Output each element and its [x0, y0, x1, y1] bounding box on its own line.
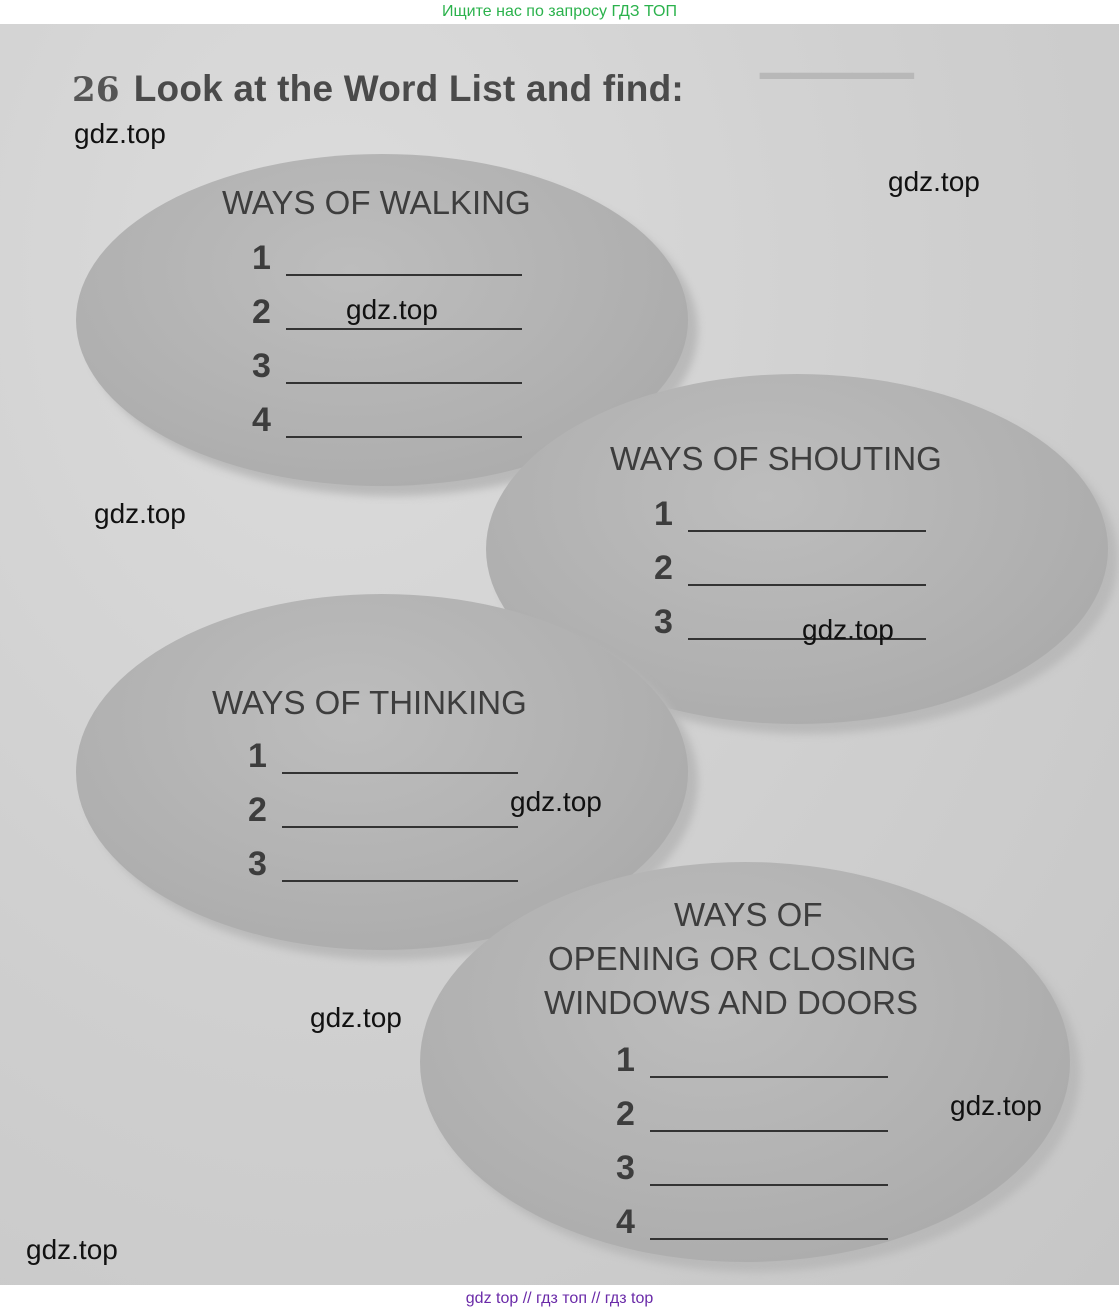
bubble-title: WAYS OF THINKING — [212, 684, 527, 721]
answer-blank[interactable] — [282, 772, 518, 774]
answer-number: 4 — [252, 401, 271, 439]
answer-blank[interactable] — [688, 584, 926, 586]
answer-blank[interactable] — [650, 1076, 888, 1078]
watermark: gdz.top — [94, 498, 186, 529]
bubble-title-line-3: WINDOWS AND DOORS — [544, 984, 919, 1021]
answer-blank[interactable] — [650, 1238, 888, 1240]
watermark: gdz.top — [510, 786, 602, 817]
watermark: gdz.top — [950, 1090, 1042, 1121]
bubble-ways-of-opening-closing — [420, 862, 1070, 1262]
answer-line-1[interactable] — [654, 494, 934, 534]
answer-blank[interactable] — [286, 328, 522, 330]
answer-line-2[interactable] — [616, 1094, 896, 1134]
answer-number: 3 — [248, 845, 267, 883]
answer-number: 1 — [616, 1041, 635, 1079]
answer-number: 2 — [252, 293, 271, 331]
answer-line-1[interactable] — [248, 736, 528, 776]
watermark: gdz.top — [888, 166, 980, 197]
watermark: gdz.top — [74, 118, 166, 149]
watermark: gdz.top — [346, 294, 438, 325]
answer-number: 2 — [616, 1095, 635, 1133]
answer-number: 2 — [654, 549, 673, 587]
answer-number: 3 — [654, 603, 673, 641]
answer-number: 1 — [248, 737, 267, 775]
watermark: gdz.top — [26, 1234, 118, 1265]
textbook-page — [0, 24, 1119, 1285]
answer-line-2[interactable] — [654, 548, 934, 588]
exercise-instruction: Look at the Word List and find: — [133, 68, 684, 109]
bubble-title: WAYS OF WALKING — [222, 184, 531, 221]
watermark: gdz.top — [310, 1002, 402, 1033]
bubble-title: WAYS OF SHOUTING — [610, 440, 942, 477]
bubble-title-line-2: OPENING OR CLOSING — [548, 940, 917, 977]
answer-line-3[interactable] — [616, 1148, 896, 1188]
answer-line-1[interactable] — [252, 238, 532, 278]
footer-links[interactable]: gdz top // гдз топ // гдз top — [0, 1285, 1119, 1312]
answer-blank[interactable] — [282, 826, 518, 828]
answer-number: 1 — [252, 239, 271, 277]
exercise-heading — [72, 68, 684, 110]
top-banner[interactable]: Ищите нас по запросу ГДЗ ТОП — [442, 3, 677, 20]
answer-line-4[interactable] — [616, 1202, 896, 1242]
answer-blank[interactable] — [286, 274, 522, 276]
answer-blank[interactable] — [688, 530, 926, 532]
bubble-title-line-1: WAYS OF — [674, 896, 823, 933]
answer-number: 1 — [654, 495, 673, 533]
answer-line-2[interactable] — [248, 790, 528, 830]
answer-blank[interactable] — [650, 1184, 888, 1186]
answer-number: 4 — [616, 1203, 635, 1241]
answer-line-1[interactable] — [616, 1040, 896, 1080]
answer-number: 3 — [616, 1149, 635, 1187]
background-texture: ▁▁▁▁▁ — [760, 34, 914, 78]
answer-number: 2 — [248, 791, 267, 829]
answer-blank[interactable] — [650, 1130, 888, 1132]
exercise-number: 26 — [72, 70, 120, 110]
answer-number: 3 — [252, 347, 271, 385]
watermark: gdz.top — [802, 614, 894, 645]
